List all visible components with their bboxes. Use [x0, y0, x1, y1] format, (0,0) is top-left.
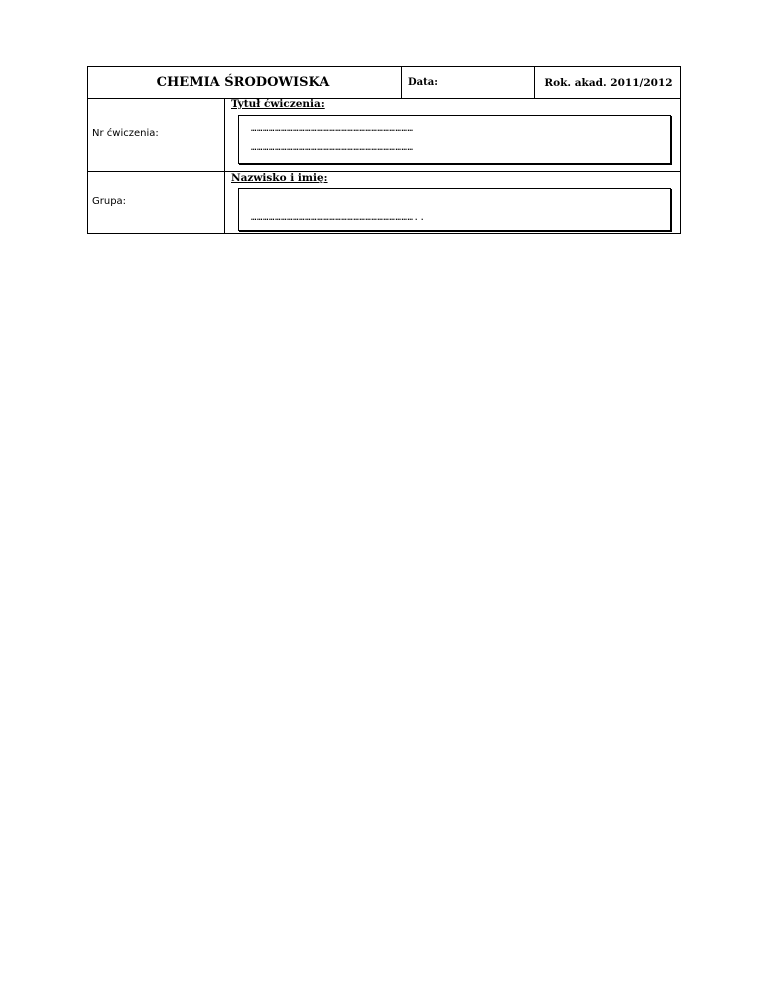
name-dotted-line: ………………………………………………………………………..: [251, 213, 426, 223]
exercise-title-dotted-line: ………………………………………………………………………: [251, 143, 414, 153]
exercise-header-form: [87, 66, 681, 234]
divider: [224, 98, 225, 234]
exercise-title-dotted-line: ………………………………………………………………………: [251, 124, 414, 134]
course-title: CHEMIA ŚRODOWISKA: [156, 75, 330, 90]
divider: [88, 171, 680, 172]
group-label: Grupa:: [92, 196, 127, 207]
date-label: Data:: [408, 77, 438, 88]
exercise-title-label: Tytuł ćwiczenia:: [231, 98, 325, 110]
exercise-title-field[interactable]: [238, 115, 671, 164]
name-field[interactable]: [238, 188, 671, 231]
academic-year-label: Rok. akad. 2011/2012: [544, 76, 673, 89]
divider: [88, 98, 680, 99]
name-label: Nazwisko i imię:: [231, 172, 328, 184]
exercise-number-label: Nr ćwiczenia:: [92, 128, 159, 139]
divider: [401, 67, 402, 98]
